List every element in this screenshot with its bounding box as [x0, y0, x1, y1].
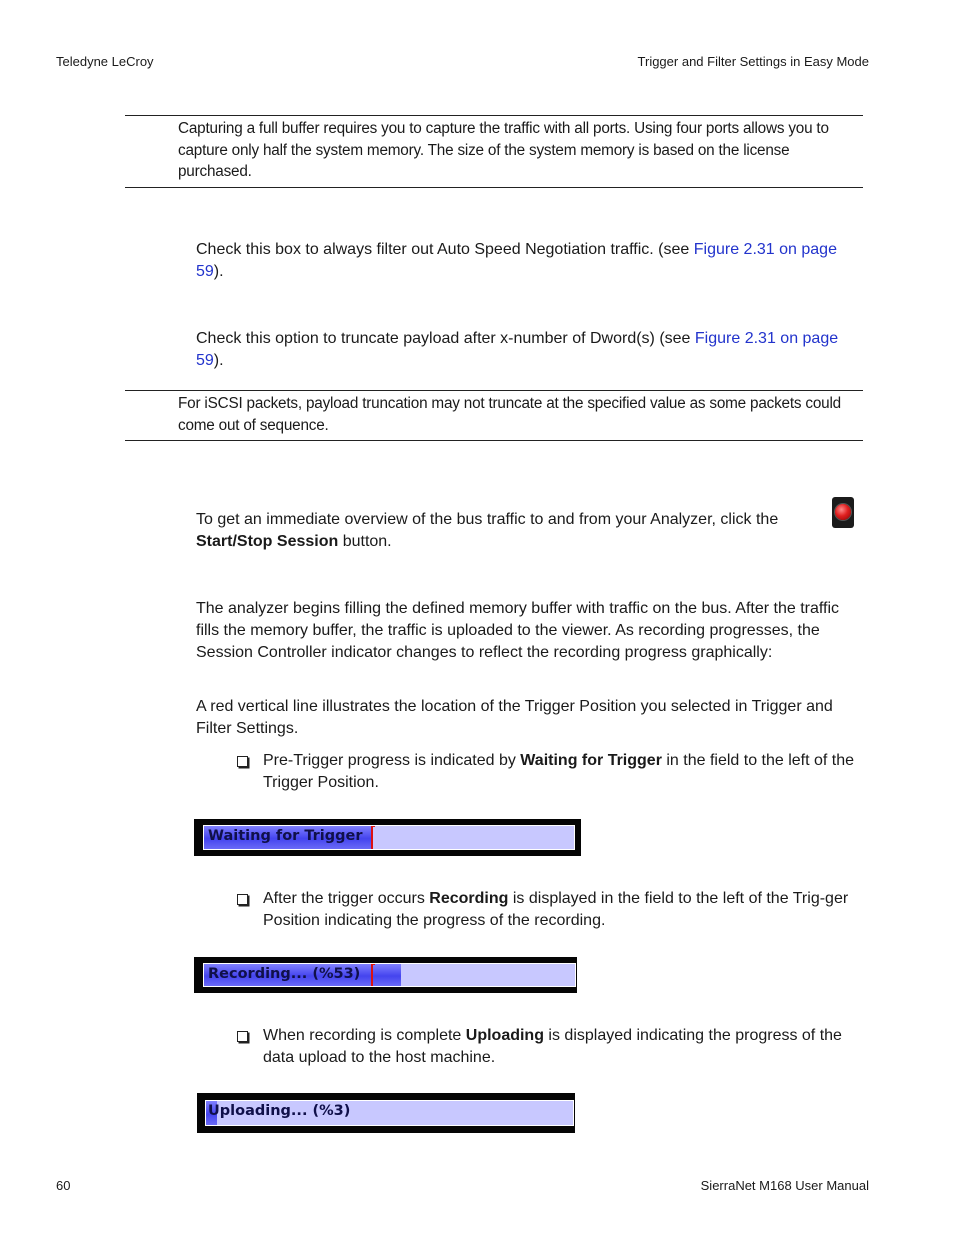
- bullet-uploading: [263, 1025, 867, 1069]
- progress-track: [203, 825, 575, 850]
- bullet-text: in the field to the left of the Trigger Position.: [263, 752, 855, 791]
- page-number: 60: [56, 1178, 71, 1193]
- progress-label: Recording... (%53): [208, 966, 361, 982]
- note-top-rule: [125, 115, 863, 116]
- para-auto-speed-tail: ).: [213, 263, 224, 280]
- bullet-box-icon: [237, 1031, 248, 1042]
- bullet-waiting: [263, 750, 867, 794]
- progress-bar-uploading: [197, 1093, 575, 1133]
- bullet-text: is displayed indicating the progress of the data upload to the host machine.: [263, 1027, 842, 1066]
- note-top-rule: [125, 390, 863, 391]
- para-red-line: A red vertical line illustrates the location of the Trigger Position you selected in Trigger and Filter Settings.: [196, 698, 833, 737]
- progress-label: Waiting for Trigger: [208, 828, 363, 844]
- bullet-bold: Recording: [429, 890, 509, 907]
- para-truncate-tail: ).: [213, 352, 224, 369]
- note-buffer: Capturing a full buffer requires you to capture the traffic with all ports. Using four ports allows you to capture only half the system memory. The size of the system memory is based on the license purchased.: [178, 120, 829, 180]
- figure-link[interactable]: Figure 2.31 on page 59: [196, 241, 837, 280]
- para-auto-speed-text: Check this box to always filter out Auto Speed Negotiation traffic. (see: [196, 241, 694, 258]
- progress-track: [203, 963, 576, 987]
- bullet-text: When recording is complete: [263, 1027, 466, 1044]
- manual-title: SierraNet M168 User Manual: [700, 1178, 869, 1193]
- bullet-text: is displayed in the field to the left of the Trig-ger Position indicating the progress of the recording.: [263, 890, 849, 929]
- para-start-text: To get an immediate overview of the bus traffic to and from your Analyzer, click the: [196, 511, 779, 528]
- bullet-text: After the trigger occurs: [263, 890, 430, 907]
- note-iscsi: For iSCSI packets, payload truncation may not truncate at the specified value as some packets could come out of sequence.: [178, 395, 841, 434]
- para-auto-speed: [196, 239, 864, 283]
- running-header-right: Trigger and Filter Settings in Easy Mode: [637, 54, 869, 69]
- para-truncate-text: Check this option to truncate payload after x-number of Dword(s) (see: [196, 330, 695, 347]
- note-bottom-rule: [125, 187, 863, 188]
- trigger-position-line: [371, 964, 373, 986]
- progress-track: [205, 1100, 574, 1126]
- bullet-box-icon: [237, 894, 248, 905]
- para-analyzer: The analyzer begins filling the defined memory buffer with traffic on the bus. After the traffic fills the memory buffer, the traffic is uploaded to the viewer. As recording progresses, the Session Controller indicator changes to reflect the recording progress graphically:: [196, 600, 840, 661]
- trigger-position-line: [371, 826, 373, 849]
- progress-bar-recording: [194, 957, 577, 993]
- record-button-icon[interactable]: [832, 497, 854, 528]
- trigger-flag: [371, 963, 375, 968]
- progress-label: Uploading... (%3): [208, 1103, 351, 1119]
- trigger-flag: [371, 825, 375, 830]
- bullet-box-icon: [237, 756, 248, 767]
- note-bottom-rule: [125, 440, 863, 441]
- record-dot: [835, 504, 851, 520]
- bullet-recording: [263, 888, 867, 932]
- bullet-bold: Uploading: [465, 1027, 544, 1044]
- start-stop-label: Start/Stop Session: [196, 533, 339, 550]
- bullet-bold: Waiting for Trigger: [520, 752, 662, 769]
- para-start-session: [196, 509, 826, 553]
- para-start-tail: button.: [338, 533, 392, 550]
- bullet-text: Pre-Trigger progress is indicated by: [263, 752, 521, 769]
- running-header-left: Teledyne LeCroy: [56, 54, 154, 69]
- figure-link[interactable]: Figure 2.31 on page 59: [196, 330, 839, 369]
- para-truncate: [196, 328, 864, 372]
- progress-bar-waiting: [194, 819, 581, 856]
